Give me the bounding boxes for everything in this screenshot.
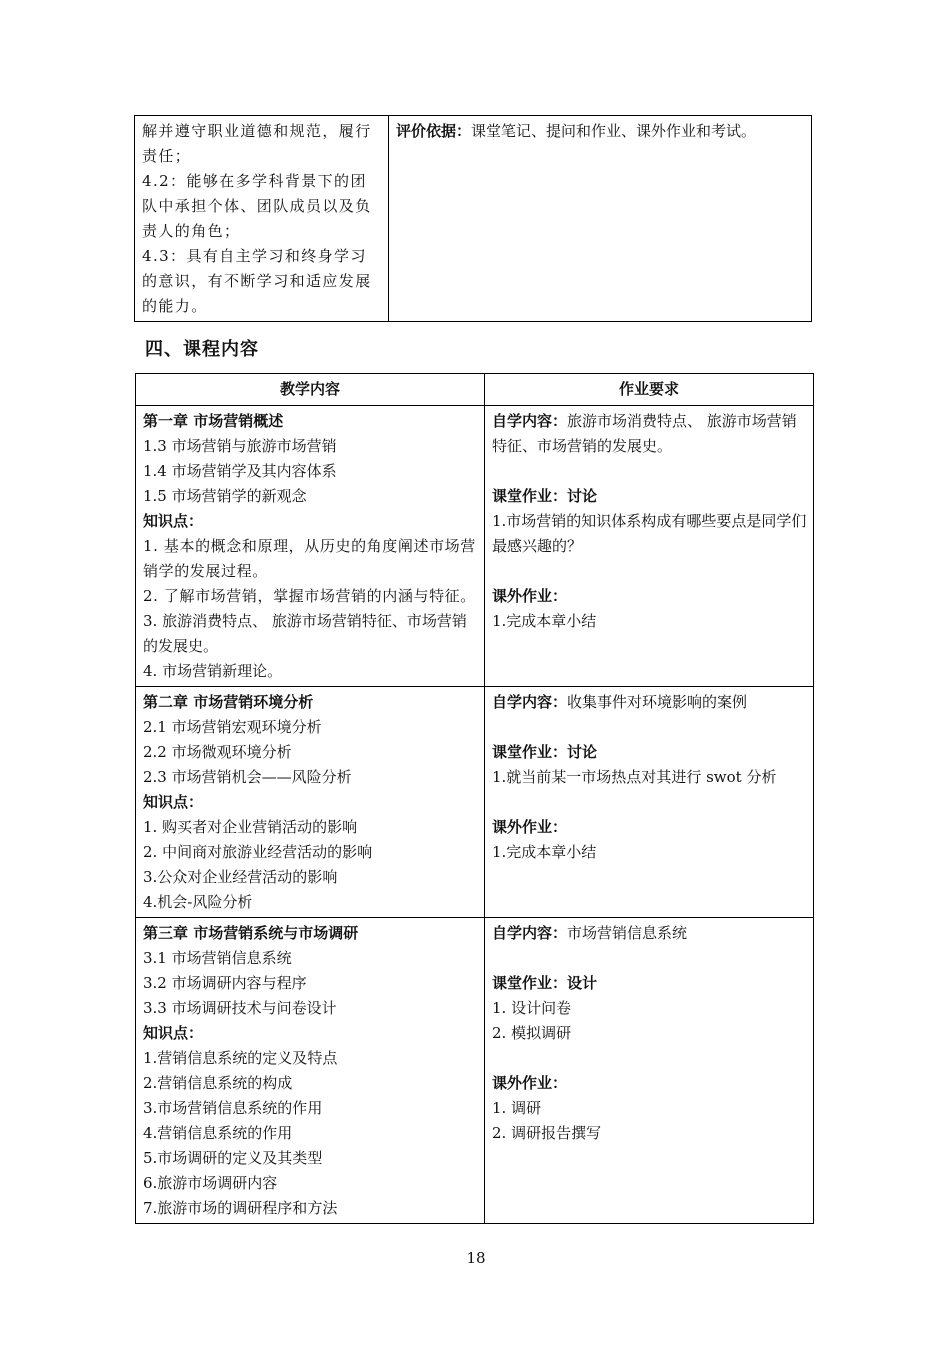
class-homework-label: 课堂作业：讨论 [492,487,598,505]
section-item: 1.5 市场营销学的新观念 [143,487,307,505]
knowledge-point: 1.营销信息系统的定义及特点 [143,1049,338,1067]
evaluation-cell [389,116,812,322]
class-homework-item: 2. 模拟调研 [492,1024,572,1042]
knowledge-points-label: 知识点： [143,1024,204,1042]
section-item: 3.3 市场调研技术与问卷设计 [143,999,337,1017]
knowledge-point: 3.公众对企业经营活动的影响 [143,868,338,886]
knowledge-point: 1. 购买者对企业营销活动的影响 [143,818,358,836]
class-homework-label: 课堂作业：设计 [492,974,598,992]
knowledge-point: 5.市场调研的定义及其类型 [143,1149,323,1167]
header-homework: 作业要求 [485,374,814,406]
knowledge-point: 2. 了解市场营销，掌握市场营销的内涵与特征。 [143,587,476,605]
chapter-content-cell [136,406,485,687]
class-homework-item: 1.市场营销的知识体系构成有哪些要点是同学们最感兴趣的？ [492,512,807,555]
objective-text: 4.2：能够在多学科背景下的团队中承担个体、团队成员以及负责人的角色； [142,172,372,240]
objective-cell [135,116,389,322]
class-homework-item: 1.就当前某一市场热点对其进行 swot 分析 [492,768,777,786]
knowledge-point: 2.营销信息系统的构成 [143,1074,293,1092]
class-homework-label: 课堂作业：讨论 [492,743,598,761]
table-row [136,918,814,1224]
knowledge-point: 3. 旅游消费特点、 旅游市场营销特征、市场营销的发展史。 [143,612,467,655]
self-study-label: 自学内容： [492,412,568,430]
knowledge-points-label: 知识点： [143,793,204,811]
extra-homework-item: 2. 调研报告撰写 [492,1124,602,1142]
section-title: 四、课程内容 [145,339,259,360]
chapter-content-cell [136,687,485,918]
self-study-text: 收集事件对环境影响的案例 [567,693,748,711]
extra-homework-item: 1. 调研 [492,1099,542,1117]
homework-cell [485,687,814,918]
header-teaching-content: 教学内容 [136,374,485,406]
section-item: 2.2 市场微观环境分析 [143,743,292,761]
page-number: 18 [466,1249,486,1267]
table-row [136,687,814,918]
section-item: 3.2 市场调研内容与程序 [143,974,307,992]
evaluation-text: 课堂笔记、提问和作业、课外作业和考试。 [471,122,757,140]
knowledge-points-label: 知识点： [143,512,204,530]
extra-homework-label: 课外作业： [492,818,568,836]
section-item: 1.4 市场营销学及其内容体系 [143,462,337,480]
knowledge-point: 2. 中间商对旅游业经营活动的影响 [143,843,373,861]
homework-cell [485,406,814,687]
evaluation-label: 评价依据： [396,122,472,140]
chapter-title: 第三章 市场营销系统与市场调研 [143,924,359,942]
extra-homework-label: 课外作业： [492,1074,568,1092]
objective-text: 4.3：具有自主学习和终身学习的意识，有不断学习和适应发展的能力。 [142,247,372,315]
section-item: 2.1 市场营销宏观环境分析 [143,718,322,736]
class-homework-item: 1. 设计问卷 [492,999,572,1017]
knowledge-point: 4. 市场营销新理论。 [143,662,283,680]
course-content-table [135,373,814,1224]
homework-cell [485,918,814,1224]
chapter-title: 第二章 市场营销环境分析 [143,693,314,711]
extra-homework-item: 1.完成本章小结 [492,612,597,630]
section-item: 2.3 市场营销机会——风险分析 [143,768,352,786]
knowledge-point: 6.旅游市场调研内容 [143,1174,278,1192]
self-study-label: 自学内容： [492,924,568,942]
extra-homework-item: 1.完成本章小结 [492,843,597,861]
section-item: 1.3 市场营销与旅游市场营销 [143,437,337,455]
knowledge-point: 4.营销信息系统的作用 [143,1124,293,1142]
self-study-text: 旅游市场消费特点、 旅游市场营销特征、市场营销的发展史。 [492,412,797,455]
knowledge-point: 1. 基本的概念和原理，从历史的角度阐述市场营销学的发展过程。 [143,537,476,580]
chapter-content-cell [136,918,485,1224]
evaluation-table [134,115,812,322]
knowledge-point: 7.旅游市场的调研程序和方法 [143,1199,338,1217]
chapter-title: 第一章 市场营销概述 [143,412,284,430]
self-study-label: 自学内容： [492,693,568,711]
knowledge-point: 4.机会-风险分析 [143,893,253,911]
table-header-row [136,374,814,406]
table-row [136,406,814,687]
self-study-text: 市场营销信息系统 [567,924,688,942]
section-item: 3.1 市场营销信息系统 [143,949,292,967]
knowledge-point: 3.市场营销信息系统的作用 [143,1099,323,1117]
extra-homework-label: 课外作业： [492,587,568,605]
objective-text: 解并遵守职业道德和规范，履行责任； [142,122,372,165]
